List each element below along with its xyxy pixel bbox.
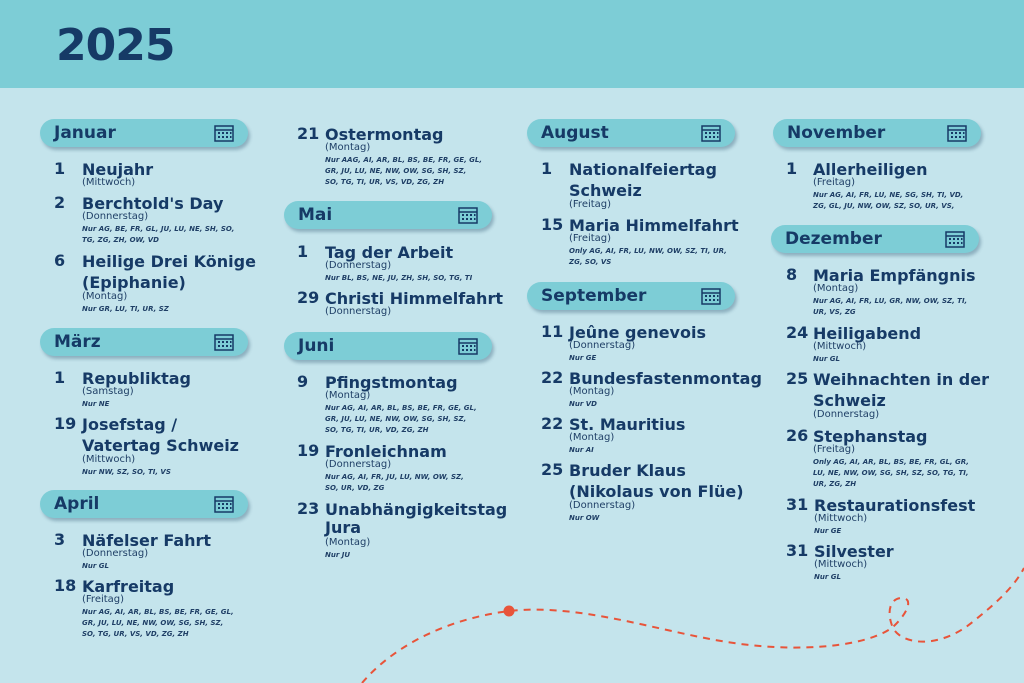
holiday-day: 19 — [54, 414, 77, 433]
holiday-note: Nur GL — [814, 573, 841, 581]
holiday-note: TG, ZG, ZH, OW, VD — [82, 236, 159, 244]
holiday-name: Bruder Klaus — [569, 461, 686, 480]
holiday-day: 11 — [541, 322, 564, 341]
holiday-name: Maria Himmelfahrt — [569, 216, 739, 235]
holiday-note: SO, UR, VD, ZG — [325, 484, 385, 492]
holiday-note: SO, TG, TI, UR, VS, VD, ZG, ZH — [325, 178, 445, 186]
holiday-name: Heilige Drei Könige — [82, 252, 256, 271]
holiday-name: Jura — [325, 518, 362, 537]
holiday-weekday: (Samstag) — [82, 386, 134, 397]
holiday-weekday: (Mittwoch) — [813, 341, 867, 352]
holiday-day: 1 — [54, 159, 66, 178]
holiday-day: 15 — [541, 215, 564, 234]
holiday-name: Pfingstmontag — [325, 373, 458, 392]
month-label: Januar — [54, 123, 116, 143]
holiday-note: Nur GL — [813, 355, 840, 363]
holiday-name: Christi Himmelfahrt — [325, 289, 503, 308]
holiday-name: Nationalfeiertag — [569, 160, 717, 179]
holiday-note: Nur JU — [325, 551, 351, 559]
holiday-weekday: (Montag) — [325, 142, 371, 153]
holiday-day: 31 — [786, 495, 809, 514]
holiday-weekday: (Freitag) — [569, 233, 612, 244]
holiday-day: 6 — [54, 251, 66, 270]
holiday-name: Unabhängigkeitstag — [325, 500, 508, 519]
holiday-weekday: (Donnerstag) — [325, 459, 392, 470]
holiday-name: Bundesfastenmontag — [569, 369, 762, 388]
holiday-note: Nur AG, AI, FR, LU, NE, SG, SH, TI, VD, — [813, 191, 964, 199]
month-label: März — [54, 332, 101, 352]
holiday-note: Nur GE — [814, 527, 842, 535]
holiday-weekday: (Mittwoch) — [82, 454, 136, 465]
holiday-day: 24 — [786, 323, 809, 342]
holiday-weekday: (Mittwoch) — [814, 559, 868, 570]
holiday-name: Heiligabend — [813, 324, 922, 343]
holiday-day: 1 — [297, 242, 309, 261]
month-label: August — [541, 123, 609, 143]
holiday-note: LU, NE, NW, OW, SG, SH, SZ, SO, TG, TI, — [813, 469, 969, 477]
holiday-note: Nur OW — [569, 514, 600, 522]
month-label: April — [54, 494, 100, 514]
holiday-note: ZG, GL, JU, NW, OW, SZ, SO, UR, VS, — [813, 202, 955, 210]
holiday-weekday: (Montag) — [325, 390, 371, 401]
holiday-day: 22 — [541, 368, 564, 387]
holiday-note: Nur BL, BS, NE, JU, ZH, SH, SO, TG, TI — [325, 274, 473, 282]
holiday-name: Republiktag — [82, 369, 191, 388]
holiday-day: 26 — [786, 426, 809, 445]
holiday-weekday: (Donnerstag) — [82, 548, 149, 559]
holiday-name: Weihnachten in der — [813, 370, 989, 389]
holiday-weekday: (Montag) — [569, 432, 615, 443]
month-label: Juni — [298, 336, 335, 356]
holiday-day: 29 — [297, 288, 320, 307]
holiday-weekday: (Donnerstag) — [325, 306, 392, 317]
holiday-weekday: (Donnerstag) — [325, 260, 392, 271]
holiday-day: 21 — [297, 124, 320, 143]
holiday-day: 25 — [541, 460, 564, 479]
holiday-day: 18 — [54, 576, 77, 595]
holiday-note: Nur AI — [569, 446, 594, 454]
route-dot — [504, 606, 515, 617]
holiday-name: Josefstag / — [82, 415, 178, 434]
holiday-name: Maria Empfängnis — [813, 266, 976, 285]
holiday-day: 19 — [297, 441, 320, 460]
holiday-day: 31 — [786, 541, 809, 560]
holiday-note: Nur AG, BE, FR, GL, JU, LU, NE, SH, SO, — [82, 225, 235, 233]
holiday-weekday: (Donnerstag) — [569, 340, 636, 351]
holiday-weekday: (Freitag) — [569, 199, 612, 210]
month-label: November — [787, 123, 886, 143]
holiday-name: Vatertag Schweiz — [82, 436, 239, 455]
holiday-note: UR, VS, ZG — [813, 308, 856, 316]
holiday-weekday: (Donnerstag) — [569, 500, 636, 511]
holiday-note: Nur AAG, AI, AR, BL, BS, BE, FR, GE, GL, — [325, 156, 483, 164]
holiday-note: Nur NW, SZ, SO, TI, VS — [82, 468, 171, 476]
page-title: 2025 — [56, 20, 175, 71]
holiday-note: UR, ZG, ZH — [813, 480, 857, 488]
holiday-note: Nur AG, AI, AR, BL, BS, BE, FR, GE, GL, — [325, 404, 477, 412]
holiday-day: 8 — [786, 265, 798, 284]
holiday-name: Restaurationsfest — [814, 496, 976, 515]
holiday-weekday: (Freitag) — [813, 177, 856, 188]
holiday-name: Berchtold's Day — [82, 194, 224, 213]
holiday-weekday: (Montag) — [82, 291, 128, 302]
holiday-note: Nur GR, LU, TI, UR, SZ — [82, 305, 169, 313]
holiday-day: 25 — [786, 369, 809, 388]
holiday-name: Tag der Arbeit — [325, 243, 454, 262]
month-label: September — [541, 286, 647, 306]
holiday-note: Nur VD — [569, 400, 597, 408]
holiday-note: Nur AG, AI, FR, JU, LU, NW, OW, SZ, — [325, 473, 464, 481]
month-label: Mai — [298, 205, 333, 225]
holiday-weekday: (Mittwoch) — [82, 177, 136, 188]
holiday-name: Fronleichnam — [325, 442, 447, 461]
holiday-note: Only AG, AI, FR, LU, NW, OW, SZ, TI, UR, — [569, 247, 727, 255]
holiday-note: Nur GL — [82, 562, 109, 570]
holiday-note: GR, JU, LU, NE, NW, OW, SG, SH, SZ, — [82, 619, 224, 627]
holiday-note: GR, JU, LU, NE, NW, OW, SG, SH, SZ, — [325, 415, 467, 423]
holiday-note: SO, TG, TI, UR, VD, ZG, ZH — [325, 426, 429, 434]
holiday-note: Nur AG, AI, FR, LU, GR, NW, OW, SZ, TI, — [813, 297, 968, 305]
holiday-name: Jeûne genevois — [569, 323, 706, 342]
holiday-weekday: (Donnerstag) — [82, 211, 149, 222]
holiday-day: 2 — [54, 193, 66, 212]
holiday-day: 1 — [54, 368, 66, 387]
holiday-name: Ostermontag — [325, 125, 444, 144]
holiday-weekday: (Mittwoch) — [814, 513, 868, 524]
holiday-note: GR, JU, LU, NE, NW, OW, SG, SH, SZ, — [325, 167, 467, 175]
holiday-weekday: (Donnerstag) — [813, 409, 880, 420]
holiday-name: St. Mauritius — [569, 415, 686, 434]
holiday-weekday: (Montag) — [813, 283, 859, 294]
holiday-note: ZG, SO, VS — [569, 258, 612, 266]
holiday-weekday: (Montag) — [325, 537, 371, 548]
holiday-day: 9 — [297, 372, 309, 391]
holiday-note: SO, TG, UR, VS, VD, ZG, ZH — [82, 630, 189, 638]
holiday-day: 22 — [541, 414, 564, 433]
holiday-weekday: (Montag) — [569, 386, 615, 397]
dashed-path — [362, 568, 1024, 683]
holiday-name: (Nikolaus von Flüe) — [569, 482, 744, 501]
holiday-note: Nur AG, AI, AR, BL, BS, BE, FR, GE, GL, — [82, 608, 234, 616]
holiday-name: Näfelser Fahrt — [82, 531, 212, 550]
holiday-note: Only AG, AI, AR, BL, BS, BE, FR, GL, GR, — [813, 458, 969, 466]
holiday-name: Allerheiligen — [813, 160, 928, 179]
holiday-day: 23 — [297, 499, 320, 518]
holiday-note: Nur NE — [82, 400, 110, 408]
holiday-name: Silvester — [814, 542, 894, 561]
holiday-day: 1 — [541, 159, 553, 178]
holiday-note: Nur GE — [569, 354, 597, 362]
holiday-name: (Epiphanie) — [82, 273, 186, 292]
holiday-name: Schweiz — [569, 181, 642, 200]
month-label: Dezember — [785, 229, 882, 249]
holiday-weekday: (Freitag) — [813, 444, 856, 455]
holiday-name: Schweiz — [813, 391, 886, 410]
holiday-name: Karfreitag — [82, 577, 175, 596]
holiday-name: Neujahr — [82, 160, 154, 179]
holiday-day: 3 — [54, 530, 66, 549]
holiday-name: Stephanstag — [813, 427, 928, 446]
holiday-weekday: (Freitag) — [82, 594, 125, 605]
holiday-day: 1 — [786, 159, 798, 178]
